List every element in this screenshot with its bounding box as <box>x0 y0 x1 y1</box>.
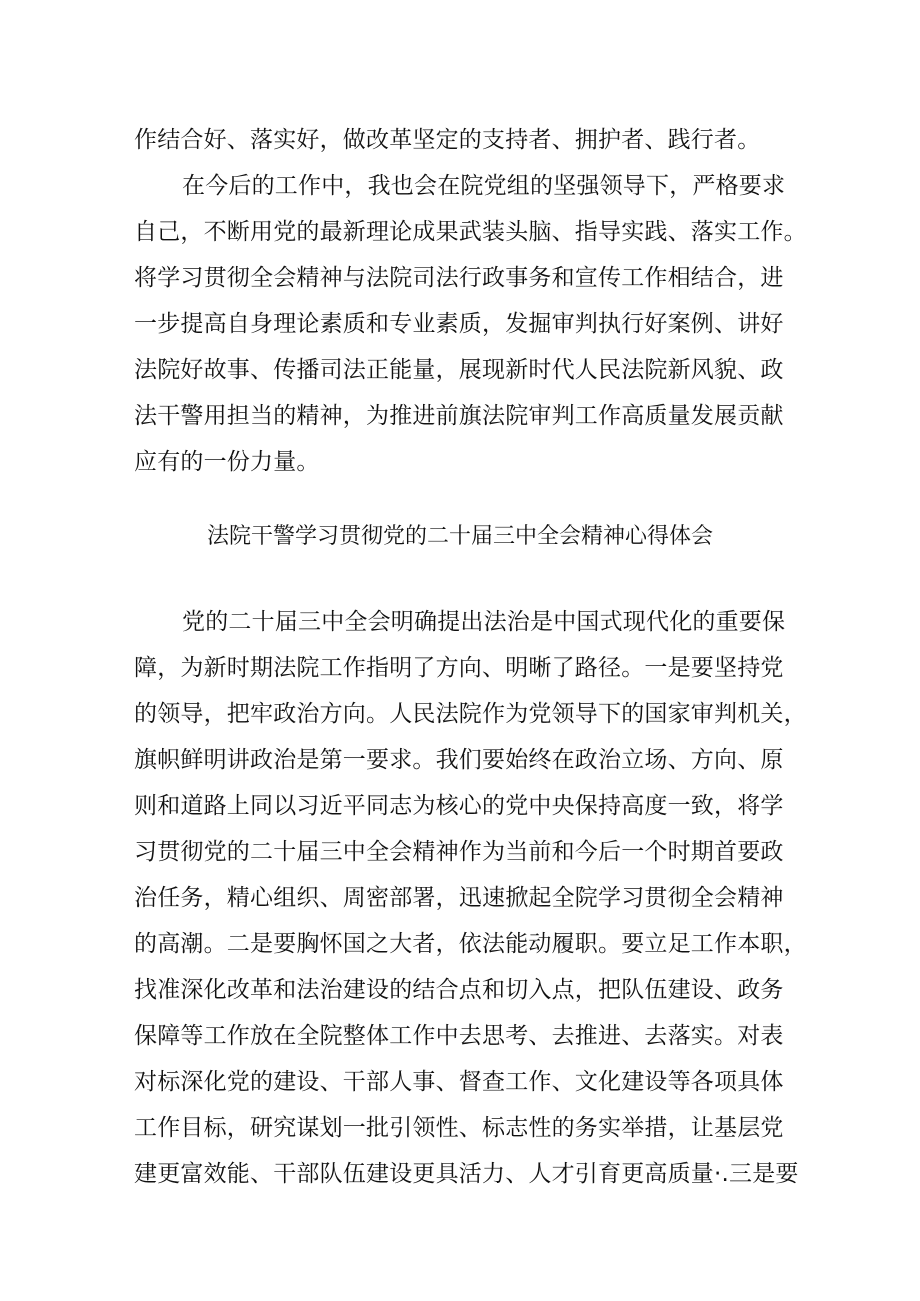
paragraph-line: 在今后的工作中，我也会在院党组的坚强领导下，严格要求 <box>182 173 786 199</box>
paragraph-line: 障，为新时期法院工作指明了方向、明晰了路径。一是要坚持党 <box>134 655 784 681</box>
paragraph-line: 的高潮。二是要胸怀国之大者，依法能动履职。要立足工作本职， <box>134 931 807 957</box>
paragraph-line: 应有的一份力量。 <box>134 449 320 475</box>
paragraph-line: 作结合好、落实好，做改革坚定的支持者、拥护者、践行者。 <box>134 127 761 153</box>
paragraph-line: 一步提高自身理论素质和专业素质，发掘审判执行好案例、讲好 <box>134 311 784 337</box>
paragraph-line: 治任务，精心组织、周密部署，迅速掀起全院学习贯彻全会精神 <box>134 885 784 911</box>
article-title: 法院干警学习贯彻党的二十届三中全会精神心得体会 <box>206 524 713 549</box>
paragraph-line: 找准深化改革和法治建设的结合点和切入点，把队伍建设、政务 <box>134 977 784 1003</box>
paragraph-line: 习贯彻党的二十届三中全会精神作为当前和今后一个时期首要政 <box>134 839 784 865</box>
paragraph-line: 对标深化党的建设、干部人事、督查工作、文化建设等各项具体 <box>134 1069 784 1095</box>
paragraph-line: 旗帜鲜明讲政治是第一要求。我们要始终在政治立场、方向、原 <box>134 747 784 773</box>
paragraph-line: 建更富效能、干部队伍建设更具活力、人才引育更高质量·.三是要 <box>134 1161 799 1187</box>
paragraph-line: 保障等工作放在全院整体工作中去思考、去推进、去落实。对表 <box>134 1023 784 1049</box>
paragraph-line: 党的二十届三中全会明确提出法治是中国式现代化的重要保 <box>182 609 786 635</box>
paragraph-line: 工作目标，研究谋划一批引领性、标志性的务实举措，让基层党 <box>134 1115 784 1141</box>
paragraph-line: 则和道路上同以习近平同志为核心的党中央保持高度一致，将学 <box>134 793 784 819</box>
paragraph-line: 法院好故事、传播司法正能量，展现新时代人民法院新风貌、政 <box>134 357 784 383</box>
paragraph-line: 的领导，把牢政治方向。人民法院作为党领导下的国家审判机关， <box>134 701 807 727</box>
paragraph-line: 法干警用担当的精神，为推进前旗法院审判工作高质量发展贡献 <box>134 403 784 429</box>
paragraph-line: 自己，不断用党的最新理论成果武装头脑、指导实践、落实工作。 <box>134 219 807 245</box>
paragraph-line: 将学习贯彻全会精神与法院司法行政事务和宣传工作相结合，进 <box>134 265 784 291</box>
